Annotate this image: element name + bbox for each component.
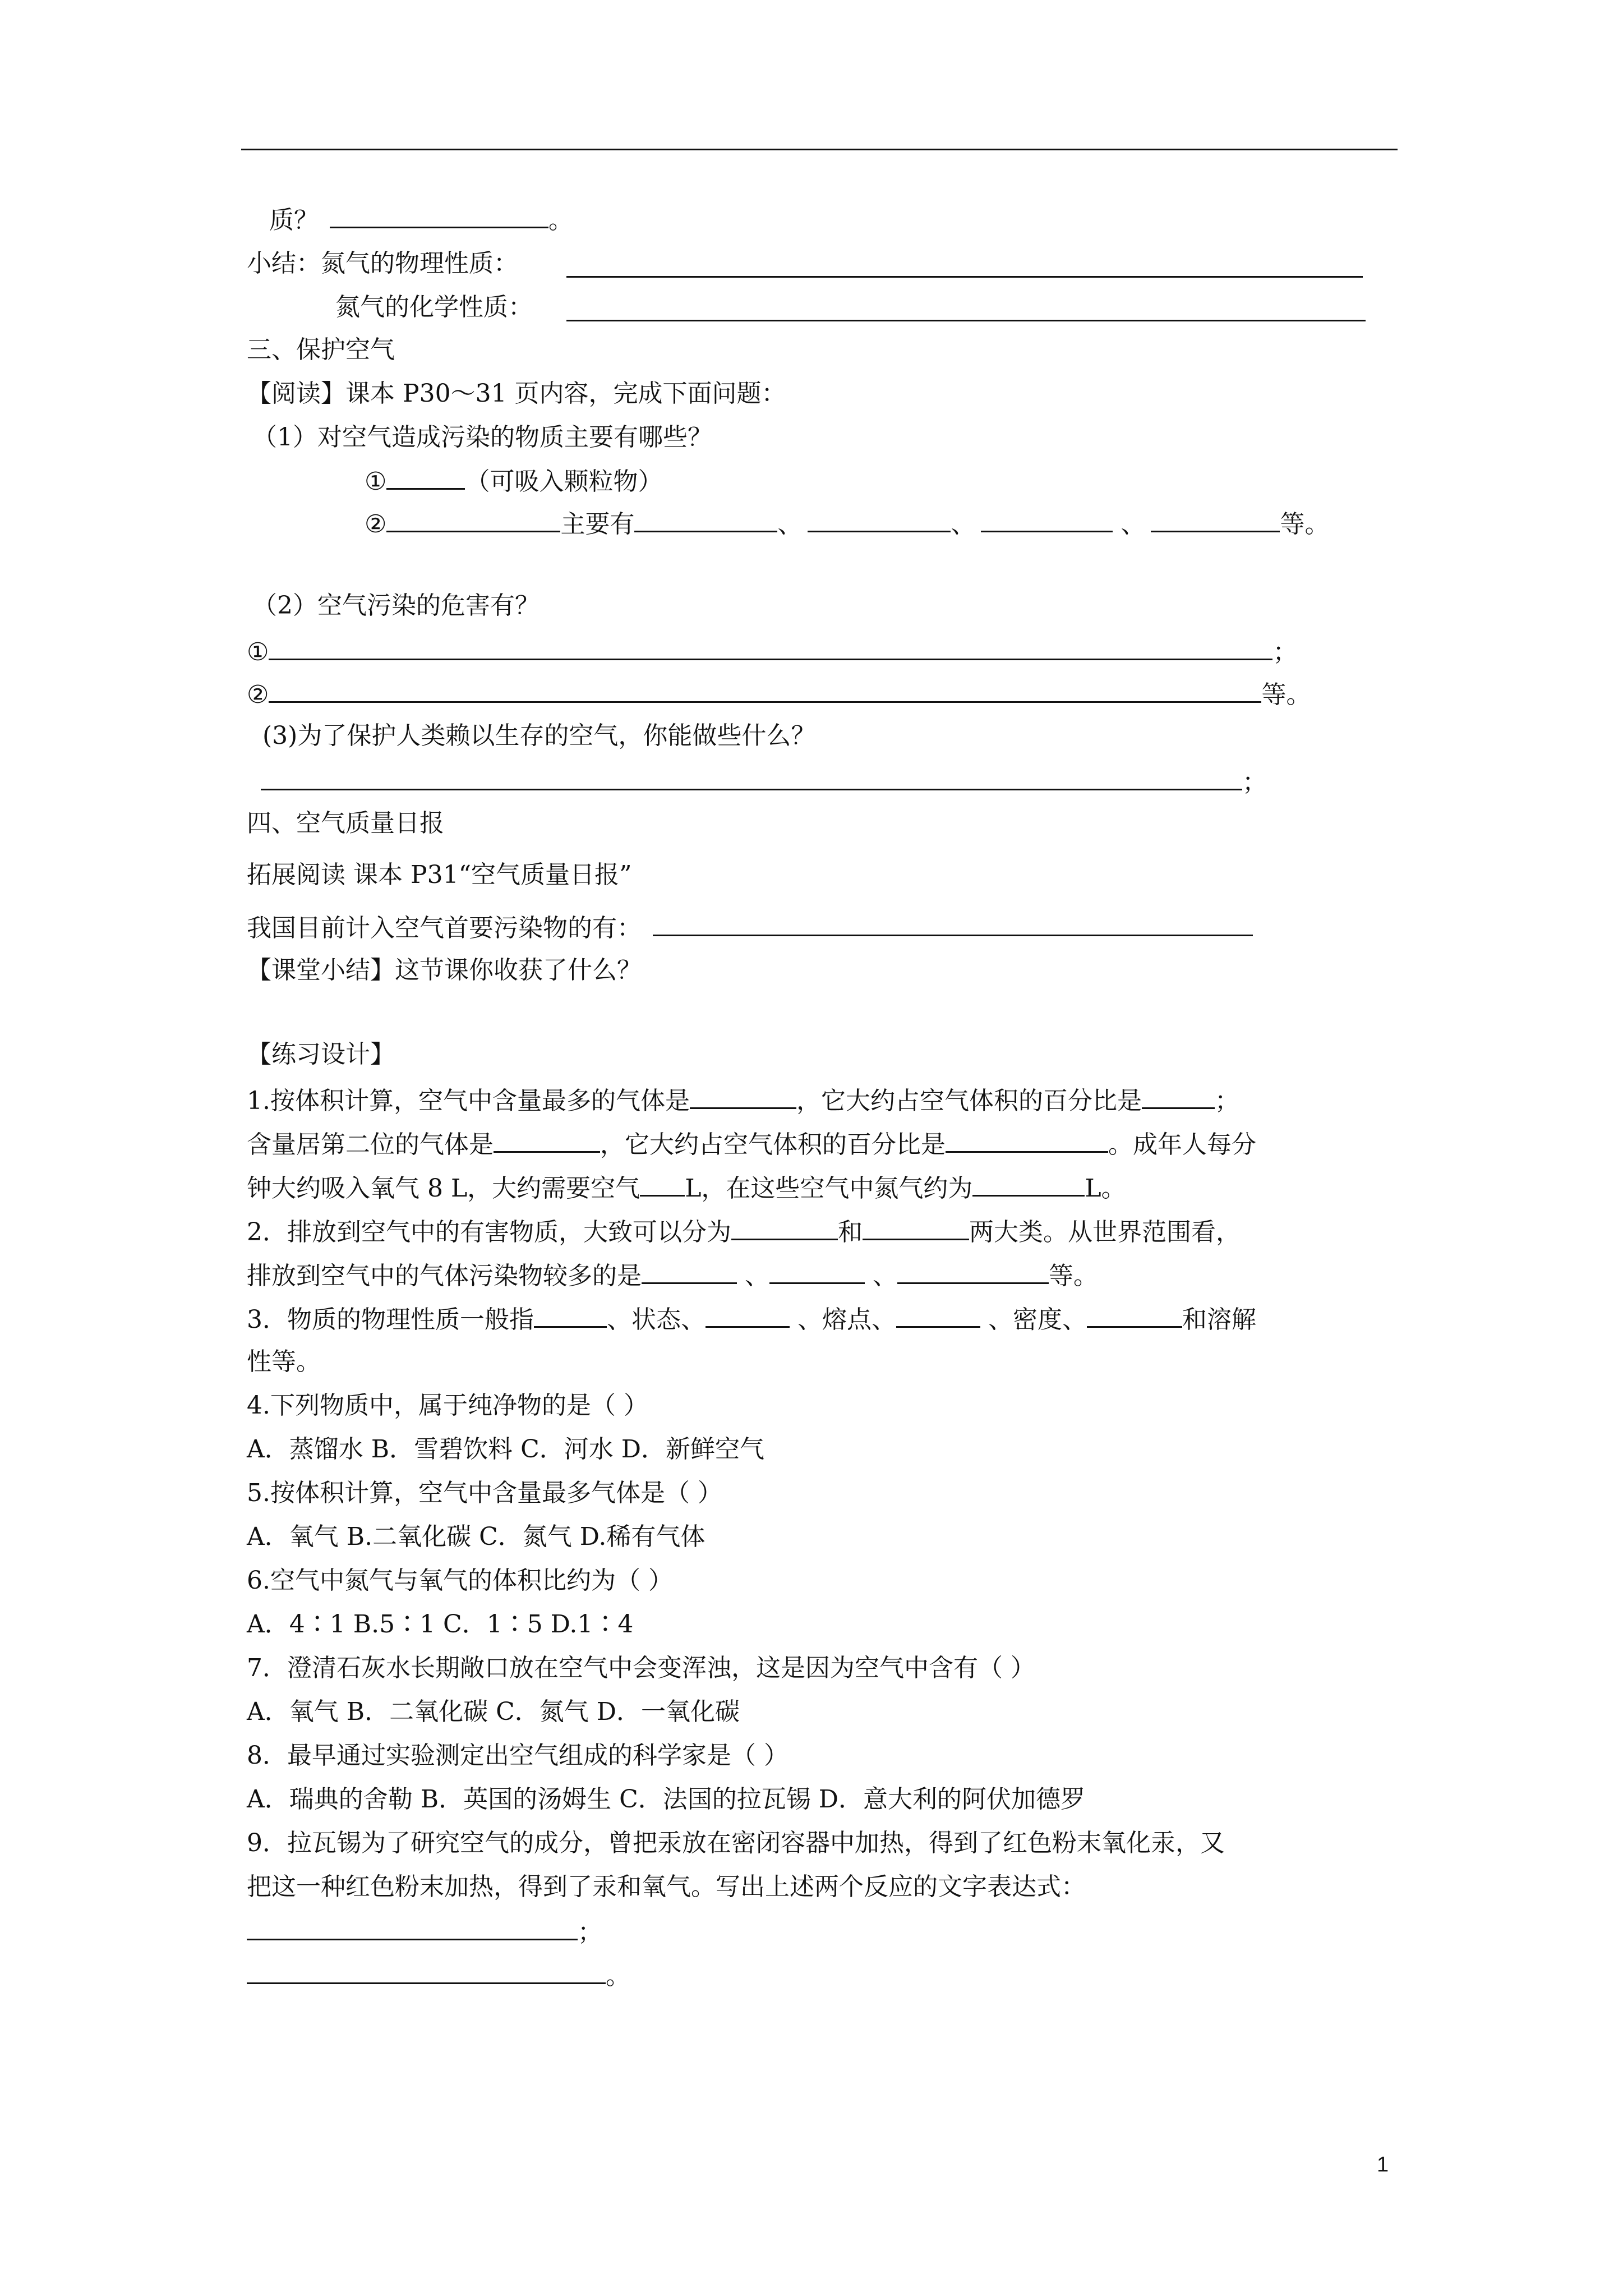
practice-6-options: A．4∶1 B.5∶1 C．1∶5 D.1∶4 — [247, 1610, 634, 1639]
text: 质？ — [269, 206, 319, 234]
text: 、状态、 — [607, 1305, 706, 1334]
blank[interactable] — [247, 1958, 606, 1984]
blank[interactable] — [946, 1126, 1108, 1153]
practice-9-answer-1 — [247, 1914, 602, 1949]
blank[interactable] — [769, 1258, 865, 1284]
sep: 、 — [1121, 510, 1146, 539]
blank[interactable] — [690, 1083, 796, 1109]
blank[interactable] — [261, 764, 1242, 790]
practice-4: 4.下列物质中，属于纯净物的是（ ） — [247, 1391, 648, 1420]
class-summary: 【课堂小结】这节课你收获了什么？ — [247, 956, 642, 984]
blank[interactable] — [269, 677, 1261, 703]
text: ； — [578, 1918, 602, 1947]
practice-9-line-1: 9．拉瓦锡为了研究空气的成分，曾把汞放在密闭容器中加热，得到了红色粉末氧化汞，又 — [247, 1829, 1225, 1857]
text: 1.按体积计算，空气中含量最多的气体是 — [247, 1087, 690, 1115]
practice-3-line-1 — [247, 1301, 1256, 1337]
practice-9-answer-2 — [247, 1958, 630, 1993]
text: 。 — [606, 1962, 630, 1990]
blank[interactable] — [634, 506, 777, 532]
mark: ① — [365, 467, 387, 496]
blank[interactable] — [653, 910, 1253, 936]
sep: 、 — [873, 1262, 897, 1290]
primary-pollutants — [247, 910, 1253, 945]
blank[interactable] — [386, 463, 465, 490]
q1-item-a — [365, 463, 662, 499]
blank[interactable] — [897, 1258, 1049, 1284]
blank[interactable] — [731, 1214, 838, 1240]
q2-item-a — [247, 634, 1297, 669]
page-number: 1 — [1377, 2153, 1389, 2177]
summary-label: 小结： — [247, 249, 321, 278]
practice-4-options: A．蒸馏水 B．雪碧饮料 C．河水 D．新鲜空气 — [247, 1435, 765, 1464]
blank[interactable] — [981, 506, 1113, 532]
text: 等。 — [1049, 1262, 1098, 1290]
practice-1-line-1 — [247, 1083, 1239, 1118]
text: ，它大约占空气体积的百分比是 — [600, 1130, 946, 1159]
text: 2．排放到空气中的有害物质，大致可以分为 — [247, 1218, 731, 1246]
blank-chemical-property[interactable] — [566, 320, 1366, 321]
text: 3．物质的物理性质一般指 — [247, 1305, 534, 1334]
mark: ② — [247, 680, 269, 709]
practice-9-line-2: 把这一种红色粉末加热，得到了汞和氧气。写出上述两个反应的文字表达式： — [247, 1872, 1086, 1901]
q3-answer — [261, 764, 1267, 799]
blank[interactable] — [896, 1301, 980, 1328]
blank[interactable] — [534, 1301, 607, 1328]
section-3-heading: 三、保护空气 — [247, 335, 395, 364]
summary-chemical — [335, 291, 533, 324]
blank[interactable] — [863, 1214, 969, 1240]
q1-item-b — [365, 506, 1329, 541]
blank[interactable] — [642, 1258, 737, 1284]
text: ； — [1214, 1087, 1239, 1115]
text: 我国目前计入空气首要污染物的有： — [247, 914, 642, 942]
text: 。成年人每分 — [1108, 1130, 1256, 1159]
section-4-heading: 四、空气质量日报 — [247, 809, 444, 838]
text: 、熔点、 — [797, 1305, 896, 1334]
practice-7: 7．澄清石灰水长期敞口放在空气中会变浑浊，这是因为空气中含有（ ） — [247, 1654, 1035, 1682]
practice-2-line-1 — [247, 1214, 1241, 1249]
text: 等。 — [1280, 510, 1330, 539]
blank[interactable] — [972, 1170, 1085, 1197]
blank[interactable] — [1151, 506, 1280, 532]
blank[interactable] — [808, 506, 951, 532]
blank[interactable] — [386, 506, 560, 532]
text: （可吸入颗粒物） — [465, 467, 663, 496]
sep: 、 — [951, 510, 976, 539]
mark: ① — [247, 638, 269, 666]
text: 含量居第二位的气体是 — [247, 1130, 494, 1159]
practice-2-line-2 — [247, 1258, 1098, 1293]
practice-8-options: A．瑞典的舍勒 B．英国的汤姆生 C．法国的拉瓦锡 D．意大利的阿伏加德罗 — [247, 1785, 1086, 1814]
text: 、密度、 — [988, 1305, 1087, 1334]
practice-8: 8．最早通过实验测定出空气组成的科学家是（ ） — [247, 1741, 789, 1770]
blank[interactable] — [494, 1126, 600, 1153]
extended-reading: 拓展阅读 课本 P31“空气质量日报” — [247, 861, 632, 889]
summary-phys-label: 氮气的物理性质： — [321, 249, 518, 278]
blank-physical-property[interactable] — [566, 276, 1363, 278]
question-1: （1）对空气造成污染的物质主要有哪些？ — [252, 423, 712, 452]
text: 和 — [838, 1218, 863, 1246]
blank[interactable] — [640, 1170, 685, 1197]
text: 。 — [548, 206, 573, 234]
sep: 、 — [777, 510, 803, 539]
text: L。 — [1085, 1174, 1126, 1203]
text: 和溶解 — [1182, 1305, 1256, 1334]
header-rule — [241, 149, 1398, 150]
question-2: （2）空气污染的危害有？ — [252, 591, 540, 620]
practice-6: 6.空气中氮气与氧气的体积比约为（ ） — [247, 1566, 673, 1595]
summary-chem-label: 氮气的化学性质： — [335, 293, 533, 321]
question-3: (3)为了保护人类赖以生存的空气，你能做些什么？ — [262, 721, 816, 750]
text: 等。 — [1261, 680, 1311, 709]
practice-1-line-3 — [247, 1170, 1126, 1205]
text: 钟大约吸入氧气 8 L，大约需要空气 — [247, 1174, 640, 1203]
practice-1-line-2 — [247, 1126, 1256, 1162]
blank[interactable] — [247, 1914, 578, 1940]
text: 排放到空气中的气体污染物较多的是 — [247, 1262, 642, 1290]
q2-item-b — [247, 677, 1311, 712]
text: ； — [1242, 768, 1267, 797]
practice-7-options: A．氧气 B．二氧化碳 C．氮气 D．一氧化碳 — [247, 1697, 740, 1726]
summary-physical — [247, 247, 518, 280]
text: ，它大约占空气体积的百分比是 — [796, 1087, 1142, 1115]
text: 两大类。从世界范围看， — [969, 1218, 1241, 1246]
line-continuation — [269, 202, 573, 237]
practice-5: 5.按体积计算，空气中含量最多气体是（ ） — [247, 1479, 722, 1507]
blank[interactable] — [269, 634, 1272, 660]
read-instruction: 【阅读】课本 P30～31 页内容，完成下面问题： — [247, 379, 786, 408]
text: L，在这些空气中氮气约为 — [685, 1174, 973, 1203]
practice-heading: 【练习设计】 — [247, 1040, 395, 1069]
blank[interactable] — [706, 1301, 790, 1328]
practice-5-options: A．氧气 B.二氧化碳 C．氮气 D.稀有气体 — [247, 1522, 706, 1551]
text: ； — [1272, 638, 1298, 666]
blank[interactable] — [1142, 1083, 1215, 1109]
text: 主要有 — [560, 510, 635, 539]
mark: ② — [365, 510, 387, 539]
sep: 、 — [745, 1262, 769, 1290]
blank[interactable] — [330, 202, 548, 228]
practice-3-line-2: 性等。 — [247, 1347, 321, 1376]
blank[interactable] — [1087, 1301, 1182, 1328]
